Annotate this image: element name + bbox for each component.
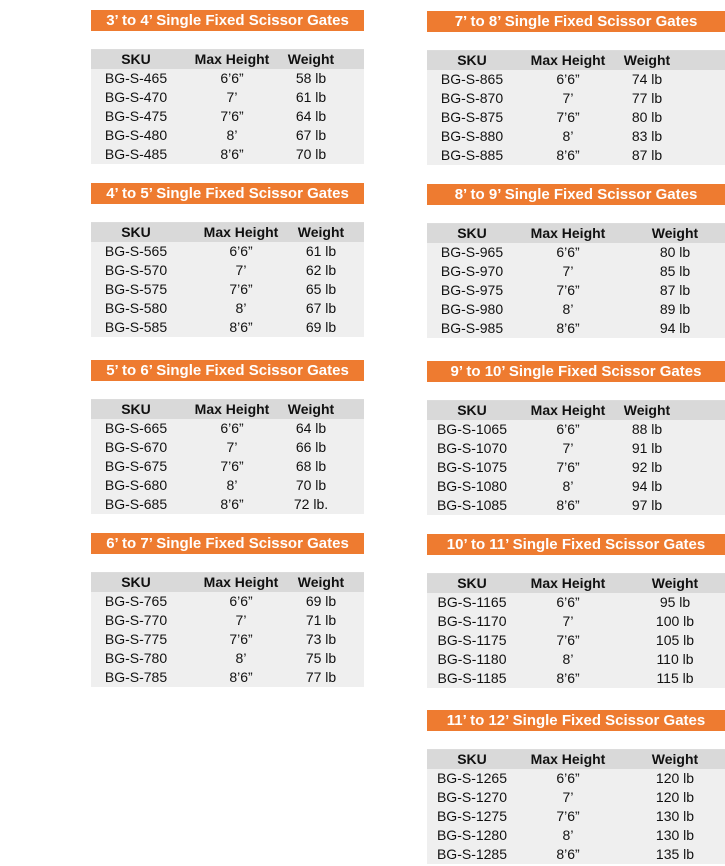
column-header: Weight <box>651 751 699 767</box>
column-header: Max Height <box>203 224 279 240</box>
sku-cell: BG-S-570 <box>104 262 168 278</box>
table-row <box>91 495 364 514</box>
table-title: 6’ to 7’ Single Fixed Scissor Gates <box>91 533 364 554</box>
max-height-cell: 8’ <box>562 128 574 144</box>
sku-cell: BG-S-1175 <box>437 632 507 648</box>
weight-cell: 68 lb <box>295 458 327 474</box>
max-height-cell: 8’ <box>562 301 574 317</box>
max-height-cell: 8’ <box>226 127 238 143</box>
table-title: 3’ to 4’ Single Fixed Scissor Gates <box>91 10 364 31</box>
sku-cell: BG-S-465 <box>104 70 168 86</box>
table-title: 11’ to 12’ Single Fixed Scissor Gates <box>427 710 725 731</box>
column-header: Weight <box>297 224 345 240</box>
weight-cell: 95 lb <box>659 594 691 610</box>
sku-cell: BG-S-1075 <box>436 459 508 475</box>
table-title: 10’ to 11’ Single Fixed Scissor Gates <box>427 534 725 555</box>
table-header-row <box>427 224 725 243</box>
column-header: Max Height <box>203 574 279 590</box>
column-header: SKU <box>457 225 487 241</box>
table-header-row <box>427 401 725 420</box>
weight-cell: 71 lb <box>305 612 337 628</box>
weight-cell: 70 lb <box>295 146 327 162</box>
sku-cell: BG-S-875 <box>440 109 504 125</box>
weight-cell: 97 lb <box>631 497 663 513</box>
column-header: Max Height <box>530 52 606 68</box>
table-header-row <box>91 223 364 242</box>
table-row <box>427 669 725 688</box>
spec-table <box>91 222 364 337</box>
table-row <box>91 630 364 649</box>
table-row <box>427 439 725 458</box>
spec-table <box>427 400 725 515</box>
table-title: 7’ to 8’ Single Fixed Scissor Gates <box>427 11 725 32</box>
table-title: 9’ to 10’ Single Fixed Scissor Gates <box>427 361 725 382</box>
table-row <box>427 458 725 477</box>
max-height-cell: 6’6” <box>220 70 244 86</box>
weight-cell: 64 lb <box>295 108 327 124</box>
table-title: 8’ to 9’ Single Fixed Scissor Gates <box>427 184 725 205</box>
sku-cell: BG-S-1275 <box>436 808 508 824</box>
spec-table <box>427 50 725 165</box>
max-height-cell: 7’ <box>562 789 574 805</box>
table-row <box>427 108 725 127</box>
weight-cell: 70 lb <box>295 477 327 493</box>
table-row <box>427 496 725 515</box>
weight-cell: 105 lb <box>655 632 695 648</box>
sku-cell: BG-S-1180 <box>437 651 507 667</box>
weight-cell: 94 lb <box>659 320 691 336</box>
weight-cell: 61 lb <box>305 243 337 259</box>
weight-cell: 72 lb. <box>293 496 329 512</box>
weight-cell: 83 lb <box>631 128 663 144</box>
table-row <box>91 611 364 630</box>
table-row <box>91 419 364 438</box>
weight-cell: 130 lb <box>655 808 695 824</box>
max-height-cell: 6’6” <box>229 593 253 609</box>
sku-cell: BG-S-575 <box>104 281 168 297</box>
column-header: SKU <box>457 751 487 767</box>
sku-cell: BG-S-685 <box>104 496 168 512</box>
max-height-cell: 7’ <box>562 263 574 279</box>
sku-cell: BG-S-970 <box>440 263 504 279</box>
table-row <box>427 319 725 338</box>
table-row <box>91 69 364 88</box>
weight-cell: 120 lb <box>655 770 695 786</box>
spec-table <box>91 49 364 164</box>
column-header: SKU <box>457 52 487 68</box>
weight-cell: 92 lb <box>631 459 663 475</box>
sku-cell: BG-S-1070 <box>436 440 508 456</box>
weight-cell: 130 lb <box>655 827 695 843</box>
column-header: Weight <box>623 52 671 68</box>
table-row <box>91 649 364 668</box>
spec-table <box>427 573 725 688</box>
max-height-cell: 8’ <box>562 478 574 494</box>
sku-cell: BG-S-780 <box>104 650 168 666</box>
sku-cell: BG-S-675 <box>104 458 168 474</box>
table-row <box>91 299 364 318</box>
table-row <box>91 668 364 687</box>
sku-cell: BG-S-985 <box>440 320 504 336</box>
sku-cell: BG-S-585 <box>104 319 168 335</box>
sku-cell: BG-S-1270 <box>436 789 508 805</box>
sku-cell: BG-S-1170 <box>437 613 507 629</box>
weight-cell: 88 lb <box>631 421 663 437</box>
max-height-cell: 6’6” <box>556 770 580 786</box>
max-height-cell: 8’ <box>562 827 574 843</box>
column-header: SKU <box>121 51 151 67</box>
max-height-cell: 7’6” <box>229 631 253 647</box>
column-header: Max Height <box>530 575 606 591</box>
sku-cell: BG-S-470 <box>104 89 168 105</box>
max-height-cell: 7’6” <box>556 808 580 824</box>
sku-cell: BG-S-1065 <box>436 421 508 437</box>
weight-cell: 73 lb <box>305 631 337 647</box>
weight-cell: 69 lb <box>305 593 337 609</box>
spec-table <box>427 749 725 864</box>
table-row <box>91 107 364 126</box>
max-height-cell: 8’6” <box>220 496 244 512</box>
table-row <box>91 126 364 145</box>
max-height-cell: 7’6” <box>220 458 244 474</box>
max-height-cell: 7’ <box>235 262 247 278</box>
table-row <box>427 826 725 845</box>
weight-cell: 91 lb <box>631 440 663 456</box>
column-header: Max Height <box>530 402 606 418</box>
max-height-cell: 6’6” <box>556 244 580 260</box>
max-height-cell: 7’6” <box>220 108 244 124</box>
max-height-cell: 8’6” <box>556 147 580 163</box>
max-height-cell: 7’6” <box>556 109 580 125</box>
weight-cell: 87 lb <box>631 147 663 163</box>
weight-cell: 62 lb <box>305 262 337 278</box>
max-height-cell: 8’6” <box>556 320 580 336</box>
weight-cell: 74 lb <box>631 71 663 87</box>
sku-cell: BG-S-665 <box>104 420 168 436</box>
sku-cell: BG-S-580 <box>104 300 168 316</box>
table-title: 4’ to 5’ Single Fixed Scissor Gates <box>91 183 364 204</box>
column-header: Weight <box>651 225 699 241</box>
sku-cell: BG-S-865 <box>440 71 504 87</box>
max-height-cell: 7’6” <box>556 459 580 475</box>
table-row <box>427 769 725 788</box>
sku-cell: BG-S-565 <box>104 243 168 259</box>
weight-cell: 58 lb <box>295 70 327 86</box>
table-row <box>427 262 725 281</box>
sku-cell: BG-S-1185 <box>437 670 507 686</box>
max-height-cell: 7’6” <box>229 281 253 297</box>
table-row <box>91 280 364 299</box>
max-height-cell: 6’6” <box>556 421 580 437</box>
table-header-row <box>91 573 364 592</box>
max-height-cell: 6’6” <box>556 71 580 87</box>
column-header: SKU <box>457 575 487 591</box>
sku-cell: BG-S-480 <box>104 127 168 143</box>
weight-cell: 94 lb <box>631 478 663 494</box>
sku-cell: BG-S-475 <box>104 108 168 124</box>
table-header-row <box>427 750 725 769</box>
max-height-cell: 7’6” <box>556 282 580 298</box>
sku-cell: BG-S-880 <box>440 128 504 144</box>
max-height-cell: 7’6” <box>556 632 580 648</box>
sku-cell: BG-S-1080 <box>436 478 508 494</box>
table-header-row <box>427 574 725 593</box>
max-height-cell: 7’ <box>562 440 574 456</box>
max-height-cell: 8’6” <box>229 669 253 685</box>
column-header: SKU <box>121 401 151 417</box>
table-row <box>91 318 364 337</box>
sku-cell: BG-S-785 <box>104 669 168 685</box>
table-row <box>91 242 364 261</box>
weight-cell: 65 lb <box>305 281 337 297</box>
table-row <box>427 612 725 631</box>
max-height-cell: 6’6” <box>220 420 244 436</box>
weight-cell: 80 lb <box>659 244 691 260</box>
column-header: Weight <box>287 51 335 67</box>
max-height-cell: 8’6” <box>556 497 580 513</box>
spec-table <box>91 399 364 514</box>
column-header: Weight <box>287 401 335 417</box>
weight-cell: 89 lb <box>659 301 691 317</box>
sku-cell: BG-S-1165 <box>437 594 507 610</box>
max-height-cell: 7’ <box>235 612 247 628</box>
table-header-row <box>91 50 364 69</box>
sku-cell: BG-S-485 <box>104 146 168 162</box>
table-row <box>91 88 364 107</box>
table-row <box>91 261 364 280</box>
table-row <box>427 70 725 89</box>
weight-cell: 80 lb <box>631 109 663 125</box>
max-height-cell: 6’6” <box>229 243 253 259</box>
table-row <box>91 438 364 457</box>
table-row <box>427 300 725 319</box>
weight-cell: 77 lb <box>631 90 663 106</box>
spec-table <box>91 572 364 687</box>
sku-cell: BG-S-965 <box>440 244 504 260</box>
column-header: SKU <box>121 224 151 240</box>
column-header: Weight <box>297 574 345 590</box>
weight-cell: 135 lb <box>655 846 695 862</box>
table-row <box>427 593 725 612</box>
max-height-cell: 8’ <box>226 477 238 493</box>
table-row <box>427 281 725 300</box>
table-row <box>91 476 364 495</box>
table-row <box>427 420 725 439</box>
sku-cell: BG-S-1285 <box>436 846 508 862</box>
column-header: Max Height <box>530 751 606 767</box>
weight-cell: 85 lb <box>659 263 691 279</box>
table-row <box>427 650 725 669</box>
table-row <box>91 592 364 611</box>
table-row <box>427 127 725 146</box>
weight-cell: 87 lb <box>659 282 691 298</box>
column-header: Max Height <box>194 401 270 417</box>
table-row <box>427 807 725 826</box>
weight-cell: 110 lb <box>656 651 694 667</box>
table-row <box>427 243 725 262</box>
max-height-cell: 8’6” <box>556 846 580 862</box>
table-row <box>427 631 725 650</box>
sku-cell: BG-S-775 <box>104 631 168 647</box>
max-height-cell: 8’ <box>235 650 247 666</box>
weight-cell: 66 lb <box>295 439 327 455</box>
sku-cell: BG-S-1265 <box>436 770 508 786</box>
sku-cell: BG-S-870 <box>440 90 504 106</box>
weight-cell: 120 lb <box>655 789 695 805</box>
weight-cell: 61 lb <box>295 89 327 105</box>
table-row <box>427 477 725 496</box>
table-row <box>427 845 725 864</box>
weight-cell: 77 lb <box>305 669 337 685</box>
max-height-cell: 7’ <box>226 89 238 105</box>
table-row <box>427 146 725 165</box>
table-row <box>427 788 725 807</box>
column-header: Max Height <box>530 225 606 241</box>
max-height-cell: 8’6” <box>229 319 253 335</box>
sku-cell: BG-S-975 <box>440 282 504 298</box>
weight-cell: 69 lb <box>305 319 337 335</box>
sku-cell: BG-S-770 <box>104 612 168 628</box>
weight-cell: 64 lb <box>295 420 327 436</box>
column-header: SKU <box>457 402 487 418</box>
column-header: Max Height <box>194 51 270 67</box>
table-row <box>427 89 725 108</box>
column-header: Weight <box>651 575 699 591</box>
max-height-cell: 8’6” <box>220 146 244 162</box>
sku-cell: BG-S-1280 <box>436 827 508 843</box>
max-height-cell: 7’ <box>226 439 238 455</box>
sku-cell: BG-S-980 <box>440 301 504 317</box>
sku-cell: BG-S-885 <box>440 147 504 163</box>
weight-cell: 100 lb <box>655 613 695 629</box>
max-height-cell: 7’ <box>562 90 574 106</box>
table-row <box>91 457 364 476</box>
max-height-cell: 7’ <box>562 613 574 629</box>
weight-cell: 115 lb <box>656 670 694 686</box>
sku-cell: BG-S-670 <box>104 439 168 455</box>
max-height-cell: 8’ <box>235 300 247 316</box>
max-height-cell: 6’6” <box>556 594 580 610</box>
table-title: 5’ to 6’ Single Fixed Scissor Gates <box>91 360 364 381</box>
spec-table <box>427 223 725 338</box>
max-height-cell: 8’ <box>562 651 574 667</box>
table-header-row <box>91 400 364 419</box>
column-header: SKU <box>121 574 151 590</box>
weight-cell: 75 lb <box>305 650 337 666</box>
sku-cell: BG-S-1085 <box>436 497 508 513</box>
weight-cell: 67 lb <box>295 127 327 143</box>
sku-cell: BG-S-765 <box>104 593 168 609</box>
table-row <box>91 145 364 164</box>
sku-cell: BG-S-680 <box>104 477 168 493</box>
max-height-cell: 8’6” <box>556 670 580 686</box>
column-header: Weight <box>623 402 671 418</box>
table-header-row <box>427 51 725 70</box>
weight-cell: 67 lb <box>305 300 337 316</box>
